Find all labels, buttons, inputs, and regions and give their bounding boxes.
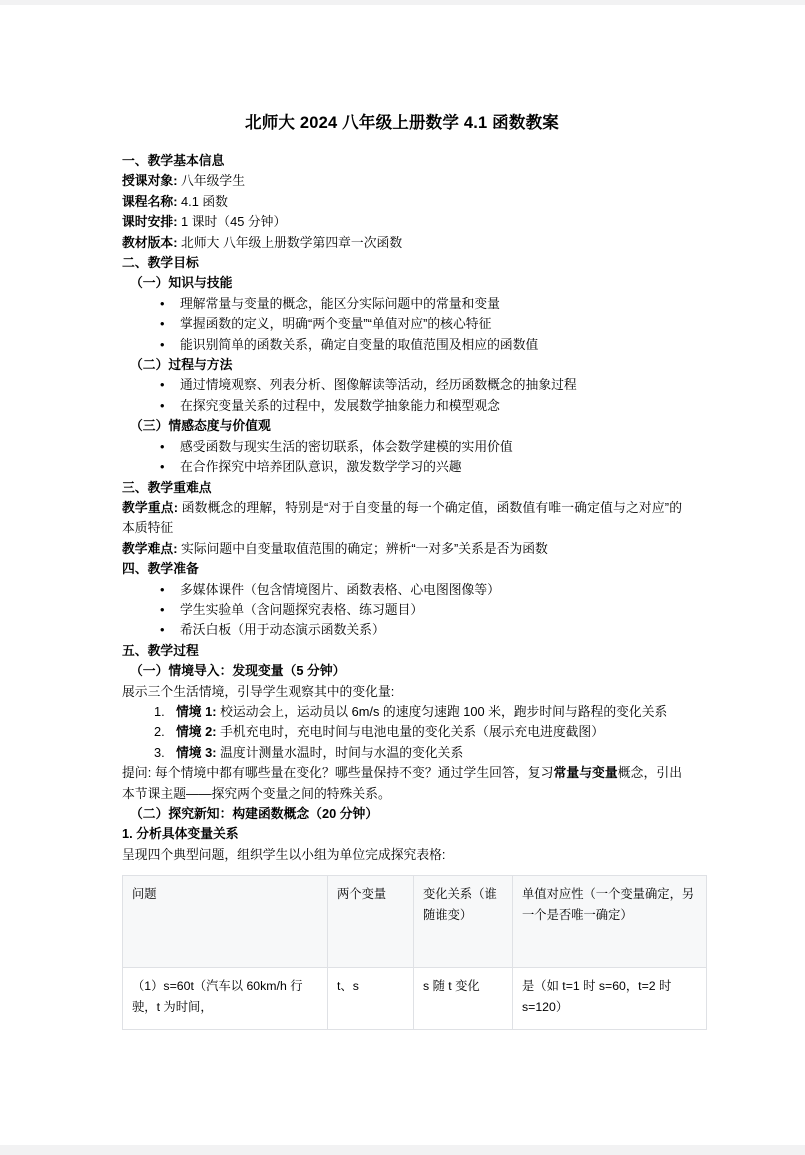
objectives-attitude-list: [122, 437, 682, 478]
section-heading-objectives: 二、教学目标: [122, 255, 199, 271]
table-body: [123, 968, 707, 1030]
info-row-audience: [122, 171, 682, 191]
list-item: • 掌握函数的定义，明确“两个变量”“单值对应”的核心特征: [178, 314, 682, 334]
part-two-intro: 呈现四个典型问题，组织学生以小组为单位完成探究表格:: [122, 846, 446, 862]
list-item: • 在合作探究中培养团队意识，激发数学学习的兴趣: [178, 457, 682, 477]
subsection-heading-part-two: （二）探究新知：构建函数概念（20 分钟）: [130, 806, 379, 821]
info-value-audience: 八年级学生: [181, 173, 245, 189]
scenario-label: 情境 2:: [176, 724, 217, 740]
preparation-list: [122, 580, 682, 641]
key-focus-text: 函数概念的理解，特别是“对于自变量的每一个确定值，函数值有唯一确定值与之对应”的本质特征: [122, 499, 682, 536]
scenario-text: 手机充电时，充电时间与电池电量的变化关系（展示充电进度截图）: [220, 724, 604, 740]
list-item: • 多媒体课件（包含情境图片、函数表格、心电图图像等）: [178, 580, 682, 600]
info-row-course-name: [122, 192, 682, 212]
column-header-relation: 变化关系（谁随谁变）: [414, 876, 513, 968]
list-item: • 学生实验单（含问题探究表格、练习题目）: [178, 600, 682, 620]
list-item: [176, 743, 682, 763]
info-row-textbook: [122, 233, 682, 253]
info-row-schedule: [122, 212, 682, 232]
cell-problem: （1）s=60t（汽车以 60km/h 行驶，t 为时间，: [123, 968, 328, 1030]
question-suffix: 概念，引出本节课主题——探究两个变量之间的特殊关系。: [122, 765, 683, 801]
list-item: [176, 722, 682, 742]
table-header-row: [123, 876, 707, 968]
list-item: • 希沃白板（用于动态演示函数关系）: [178, 620, 682, 640]
list-item: • 能识别简单的函数关系，确定自变量的取值范围及相应的函数值: [178, 335, 682, 355]
column-header-problem: 问题: [123, 876, 328, 968]
subsection-heading-process-method: （二）过程与方法: [130, 357, 233, 373]
info-label-course-name: 课程名称:: [122, 193, 178, 209]
key-difficulty-text: 实际问题中自变量取值范围的确定；辨析“一对多”关系是否为函数: [181, 540, 548, 556]
subsection-heading-attitude-values: （三）情感态度与价值观: [130, 418, 271, 434]
info-value-course-name: 4.1 函数: [181, 193, 228, 209]
scenario-list: [122, 702, 682, 763]
objectives-process-list: [122, 375, 682, 416]
table-row: [123, 968, 707, 1030]
list-item: • 感受函数与现实生活的密切联系，体会数学建模的实用价值: [178, 437, 682, 457]
info-value-textbook: 北师大 八年级上册数学第四章一次函数: [181, 234, 403, 250]
info-label-schedule: 课时安排:: [122, 214, 178, 230]
key-focus-paragraph: [122, 498, 682, 539]
scenario-text: 校运动会上，运动员以 6m/s 的速度匀速跑 100 米，跑步时间与路程的变化关系: [220, 703, 668, 719]
column-header-single-value: 单值对应性（一个变量确定，另一个是否唯一确定）: [513, 876, 707, 968]
key-difficulty-label: 教学难点:: [122, 540, 178, 556]
key-difficulty-paragraph: [122, 539, 682, 559]
subsection-heading-knowledge-skills: （一）知识与技能: [130, 275, 233, 291]
cell-single-value: 是（如 t=1 时 s=60，t=2 时 s=120）: [513, 968, 707, 1030]
exploration-table: [122, 875, 707, 1030]
subsection-heading-part-one: （一）情境导入：发现变量（5 分钟）: [130, 663, 346, 679]
list-item: • 通过情境观察、列表分析、图像解读等活动，经历函数概念的抽象过程: [178, 375, 682, 395]
scenario-label: 情境 1:: [176, 703, 217, 719]
info-value-schedule: 1 课时（45 分钟）: [181, 214, 287, 230]
cell-relation: s 随 t 变化: [414, 968, 513, 1030]
document-page: [0, 5, 805, 1145]
part-one-question-paragraph: [122, 763, 682, 804]
section-heading-preparation: 四、教学准备: [122, 561, 199, 577]
scenario-label: 情境 3:: [176, 744, 217, 760]
cell-variables: t、s: [328, 968, 414, 1030]
page-title: 北师大 2024 八年级上册数学 4.1 函数教案: [245, 114, 559, 132]
key-focus-label: 教学重点:: [122, 499, 179, 515]
info-label-audience: 授课对象:: [122, 173, 178, 189]
column-header-variables: 两个变量: [328, 876, 414, 968]
question-prefix: 提问: 每个情境中都有哪些量在变化？哪些量保持不变？通过学生回答，复习: [122, 765, 554, 781]
list-item: • 在探究变量关系的过程中，发展数学抽象能力和模型观念: [178, 396, 682, 416]
list-item: • 理解常量与变量的概念，能区分实际问题中的常量和变量: [178, 294, 682, 314]
document-content: [122, 109, 695, 1030]
section-heading-process: 五、教学过程: [122, 642, 199, 658]
subsection-heading-analyze-variables: 1. 分析具体变量关系: [122, 826, 239, 842]
list-item: [176, 702, 682, 722]
question-bold-term: 常量与变量: [553, 765, 618, 781]
info-label-textbook: 教材版本:: [122, 234, 178, 250]
table-header: [123, 876, 707, 968]
section-heading-key-points: 三、教学重难点: [122, 479, 212, 495]
objectives-knowledge-list: [122, 294, 682, 355]
scenario-text: 温度计测量水温时，时间与水温的变化关系: [220, 744, 464, 760]
part-one-intro: 展示三个生活情境，引导学生观察其中的变化量:: [122, 683, 395, 699]
section-heading-basic-info: 一、教学基本信息: [122, 153, 225, 168]
